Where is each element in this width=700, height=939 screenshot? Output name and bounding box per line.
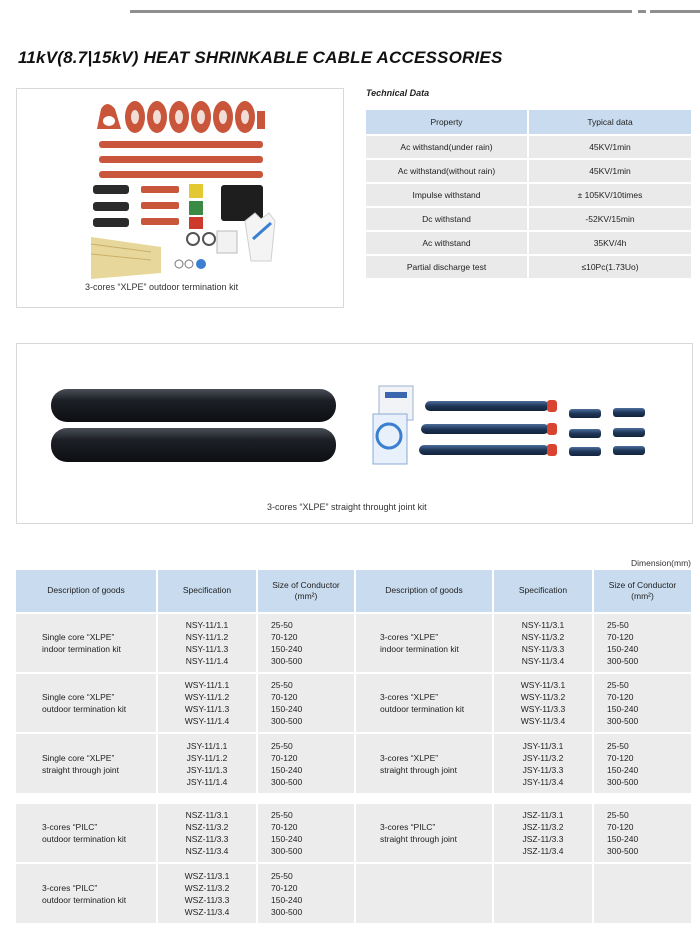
size-range: 70-120: [271, 692, 298, 702]
header-conductor-label: Size of Conductor: [272, 579, 340, 590]
header-description-left: Description of goods: [16, 570, 157, 613]
description-line: indoor termination kit: [380, 644, 459, 654]
description-line: straight through joint: [42, 764, 120, 775]
spec-code: NSY-11/1.3: [185, 644, 229, 654]
size-range: 300-500: [607, 716, 639, 726]
size-range: 300-500: [271, 846, 303, 856]
size-range: 150-240: [271, 704, 303, 714]
header-typical-data: Typical data: [528, 110, 691, 135]
table-gap: [16, 793, 691, 803]
spec-code: JSY-11/3.1: [522, 740, 564, 751]
spec-code: NSZ-11/3.2: [185, 822, 229, 832]
termination-kit-caption: 3-cores “XLPE” outdoor termination kit: [85, 282, 239, 292]
property-cell: Ac withstand: [366, 231, 528, 255]
description-line: straight through joint: [380, 834, 458, 844]
size-range: 150-240: [271, 894, 303, 905]
technical-data-table: [366, 110, 691, 280]
spec-code: JSY-11/3.2: [522, 752, 564, 763]
size-range: 25-50: [271, 680, 293, 690]
property-cell: Impulse withstand: [366, 183, 528, 207]
spec-code: JSZ-11/3.3: [522, 834, 564, 844]
spec-code: JSY-11/3.4: [522, 776, 564, 787]
size-range: 300-500: [271, 906, 303, 917]
header-specification-right: Specification: [493, 570, 593, 613]
size-cell: [257, 613, 355, 673]
size-cell: [257, 863, 355, 923]
spec-code: JSY-11/1.1: [186, 740, 228, 751]
joint-kit-illustration: [17, 344, 692, 523]
header-rule-end: [650, 10, 700, 13]
spec-code: NSZ-11/3.4: [185, 846, 229, 856]
size-range: 70-120: [607, 632, 634, 642]
spec-code: WSZ-11/3.2: [184, 882, 230, 893]
spec-code: NSY-11/3.2: [521, 632, 565, 642]
spec-code: NSY-11/1.4: [185, 656, 229, 666]
termination-kit-illustration: [17, 89, 343, 307]
spec-code: WSZ-11/3.3: [184, 894, 230, 905]
joint-kit-photo: [16, 343, 693, 524]
header-description-right: Description of goods: [355, 570, 493, 613]
size-range: 150-240: [607, 704, 639, 714]
size-cell: [593, 613, 691, 673]
size-cell: [257, 673, 355, 733]
description-cell: [355, 613, 493, 673]
description-line: straight through joint: [380, 764, 458, 775]
size-range: 25-50: [271, 870, 293, 881]
size-range: 300-500: [607, 846, 639, 856]
specification-cell: [157, 803, 257, 863]
spec-code: JSY-11/1.3: [186, 764, 228, 775]
size-cell: [593, 803, 691, 863]
spec-code: WSY-11/1.1: [184, 680, 230, 690]
empty-cell: [355, 863, 493, 923]
size-range: 300-500: [607, 776, 639, 787]
size-range: 300-500: [271, 776, 303, 787]
description-line: Single core “XLPE”: [42, 632, 115, 642]
description-line: 3-cores “PILC”: [42, 822, 98, 832]
spec-code: JSY-11/1.2: [186, 752, 228, 763]
description-line: indoor termination kit: [42, 644, 121, 654]
joint-kit-caption: 3-cores “XLPE” straight throught joint kit: [267, 502, 427, 512]
size-range: 25-50: [271, 620, 293, 630]
spec-code: JSZ-11/3.2: [522, 822, 564, 832]
header-conductor-unit: (mm²): [294, 591, 318, 601]
property-cell: Dc withstand: [366, 207, 528, 231]
property-cell: Partial discharge test: [366, 255, 528, 279]
spec-code: WSY-11/3.2: [520, 692, 566, 702]
empty-cell: [493, 863, 593, 923]
spec-code: WSY-11/1.3: [184, 704, 230, 714]
value-cell: ± 105KV/10times: [528, 183, 691, 207]
size-range: 25-50: [271, 810, 293, 820]
size-range: 70-120: [607, 692, 634, 702]
description-line: 3-cores “PILC”: [380, 822, 436, 832]
size-cell: [257, 803, 355, 863]
specification-cell: [493, 673, 593, 733]
spec-code: WSY-11/3.1: [520, 680, 566, 690]
technical-data-title: Technical Data: [366, 88, 430, 98]
spec-code: WSY-11/1.4: [184, 716, 230, 726]
table-row: [16, 613, 691, 673]
specification-cell: [157, 673, 257, 733]
size-range: 70-120: [271, 822, 298, 832]
table-row: [16, 863, 691, 923]
spec-code: NSY-11/1.1: [185, 620, 229, 630]
description-line: outdoor termination kit: [42, 834, 127, 844]
table-row: [366, 135, 691, 159]
table-row: [16, 673, 691, 733]
description-cell: [355, 803, 493, 863]
header-conductor-unit: (mm²): [631, 591, 654, 601]
spec-code: WSZ-11/3.1: [184, 870, 230, 881]
table-row: [366, 231, 691, 255]
size-range: 150-240: [607, 764, 639, 775]
product-spec-table: [16, 570, 691, 923]
table-row: [366, 207, 691, 231]
value-cell: 45KV/1min: [528, 159, 691, 183]
description-line: Single core “XLPE”: [42, 752, 115, 763]
empty-cell: [593, 863, 691, 923]
size-cell: [257, 733, 355, 793]
size-range: 25-50: [607, 810, 629, 820]
description-line: 3-cores “XLPE”: [380, 752, 439, 763]
size-range: 300-500: [271, 656, 303, 666]
size-range: 150-240: [607, 834, 639, 844]
header-rule: [130, 10, 632, 13]
description-line: 3-cores “XLPE”: [380, 632, 439, 642]
spec-code: NSY-11/1.2: [185, 632, 229, 642]
size-range: 150-240: [271, 764, 303, 775]
header-conductor-size-left: [257, 570, 355, 613]
spec-code: JSY-11/3.3: [522, 764, 564, 775]
specification-cell: [493, 803, 593, 863]
header-conductor-label: Size of Conductor: [608, 579, 677, 590]
table-row: [16, 803, 691, 863]
header-conductor-size-right: [593, 570, 691, 613]
spec-code: NSZ-11/3.3: [185, 834, 229, 844]
size-range: 70-120: [271, 882, 298, 893]
value-cell: ≤10Pc(1.73Uo): [528, 255, 691, 279]
page-title: 11kV(8.7|15kV) HEAT SHRINKABLE CABLE ACCESSORIES: [18, 48, 503, 67]
spec-code: NSY-11/3.1: [521, 620, 565, 630]
table-row: [366, 255, 691, 279]
size-range: 70-120: [271, 752, 298, 763]
value-cell: 45KV/1min: [528, 135, 691, 159]
dimension-label: Dimension(mm): [631, 558, 691, 568]
specification-cell: [493, 733, 593, 793]
description-cell: [16, 803, 157, 863]
size-range: 25-50: [271, 740, 293, 751]
table-header-row: [16, 570, 691, 613]
size-range: 150-240: [607, 644, 639, 654]
description-cell: [16, 733, 157, 793]
specification-cell: [157, 863, 257, 923]
value-cell: 35KV/4h: [528, 231, 691, 255]
description-line: Single core “XLPE”: [42, 692, 115, 702]
spec-code: NSZ-11/3.1: [185, 810, 229, 820]
size-range: 150-240: [271, 644, 303, 654]
spec-code: WSY-11/1.2: [184, 692, 230, 702]
table-row: [366, 183, 691, 207]
description-cell: [355, 733, 493, 793]
size-range: 70-120: [271, 632, 298, 642]
termination-kit-photo: [16, 88, 344, 308]
specification-cell: [157, 613, 257, 673]
table-row: [366, 159, 691, 183]
header-property: Property: [366, 110, 528, 135]
spec-code: WSY-11/3.3: [520, 704, 566, 714]
description-line: outdoor termination kit: [42, 704, 127, 714]
specification-cell: [157, 733, 257, 793]
description-line: 3-cores “XLPE”: [380, 692, 439, 702]
description-line: outdoor termination kit: [380, 704, 465, 714]
spec-code: WSZ-11/3.4: [184, 906, 230, 917]
specification-cell: [493, 613, 593, 673]
table-header-row: [366, 110, 691, 135]
size-cell: [593, 733, 691, 793]
description-cell: [16, 863, 157, 923]
size-range: 300-500: [607, 656, 639, 666]
spec-code: WSY-11/3.4: [520, 716, 566, 726]
property-cell: Ac withstand(without rain): [366, 159, 528, 183]
description-cell: [355, 673, 493, 733]
spec-code: JSY-11/1.4: [186, 776, 228, 787]
spec-code: JSZ-11/3.4: [522, 846, 564, 856]
description-cell: [16, 673, 157, 733]
size-range: 25-50: [607, 740, 629, 751]
size-range: 70-120: [607, 822, 634, 832]
size-range: 70-120: [607, 752, 634, 763]
size-range: 25-50: [607, 620, 629, 630]
header-specification-left: Specification: [157, 570, 257, 613]
size-cell: [593, 673, 691, 733]
header-rule-dash: [638, 10, 646, 13]
property-cell: Ac withstand(under rain): [366, 135, 528, 159]
spec-code: JSZ-11/3.1: [522, 810, 564, 820]
table-row: [16, 733, 691, 793]
description-line: outdoor termination kit: [42, 894, 127, 905]
size-range: 25-50: [607, 680, 629, 690]
size-range: 150-240: [271, 834, 303, 844]
description-cell: [16, 613, 157, 673]
value-cell: -52KV/15min: [528, 207, 691, 231]
spec-code: NSY-11/3.3: [521, 644, 565, 654]
description-line: 3-cores “PILC”: [42, 882, 98, 893]
size-range: 300-500: [271, 716, 303, 726]
spec-code: NSY-11/3.4: [521, 656, 565, 666]
